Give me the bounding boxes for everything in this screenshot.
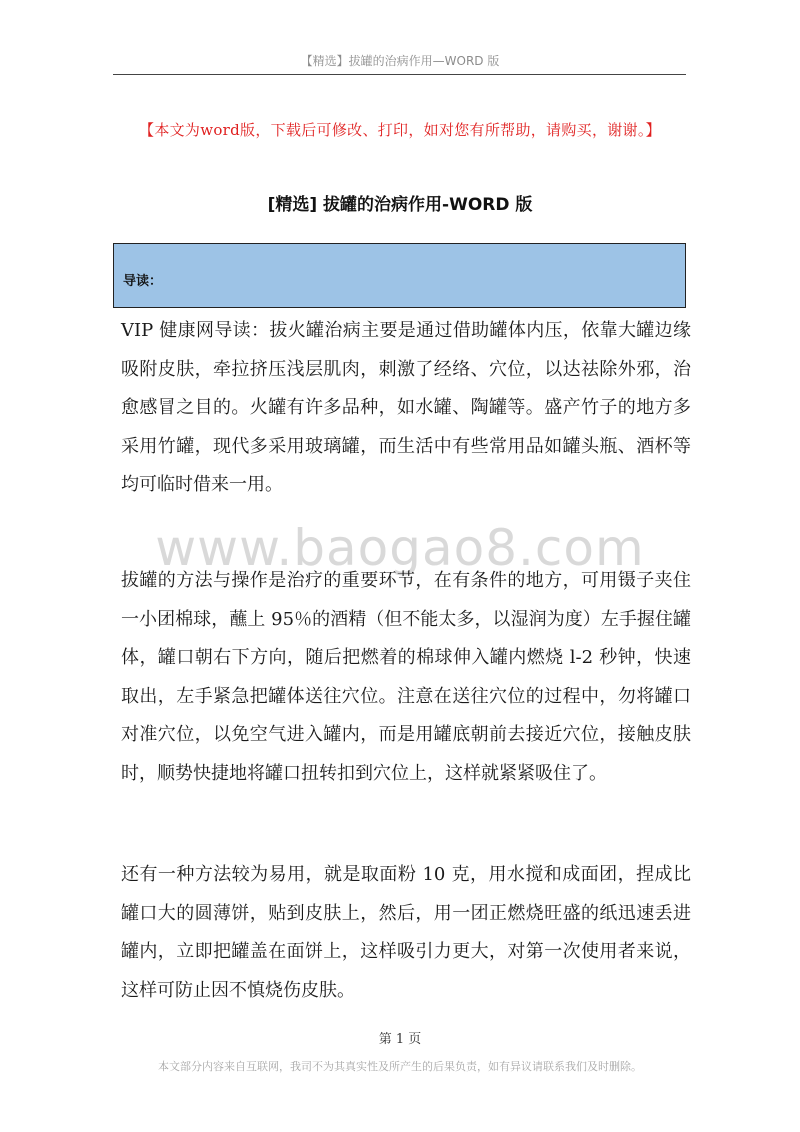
running-header: 【精选】拔罐的治病作用—WORD 版 (300, 54, 500, 68)
header-divider (113, 74, 686, 75)
paragraph-method: 拔罐的方法与操作是治疗的重要环节，在有条件的地方，可用镊子夹住一小团棉球，蘸上 95％的酒精（但不能太多，以湿润为度）左手握住罐体，罐口朝右下方向，随后把燃着的棉球伸入罐内燃烧 l-2 秒钟，快速取出，左手紧急把罐体送往穴位。注意在送往穴位的过程中，勿将罐口对准穴位，以免空气进入罐内，而是用罐底朝前去接近穴位，接触皮肤时，顺势快捷地将罐口扭转扣到穴位上，这样就紧紧吸住了。 (121, 570, 691, 784)
guide-label: 导读： (123, 274, 163, 289)
watermark: www.baogao8.com (155, 519, 645, 577)
paragraph-intro: VIP 健康网导读：拔火罐治病主要是通过借助罐体内压，依靠大罐边缘吸附皮肤，牵拉挤压浅层肌肉，刺激了经络、穴位，以达祛除外邪，治愈感冒之目的。火罐有许多品种，如水罐、陶罐等。盛产竹子的地方多采用竹罐，现代多采用玻璃罐，而生活中有些常用品如罐头瓶、酒杯等均可临时借来一用。 (121, 320, 691, 496)
download-notice: 【本文为word版，下载后可修改、打印，如对您有所帮助，请购买，谢谢。】 (139, 121, 661, 139)
footer-disclaimer: 本文部分内容来自互联网，我司不为其真实性及所产生的后果负责，如有异议请联系我们及时删除。 (158, 1060, 642, 1073)
guide-box (113, 243, 686, 308)
page-number: 第 1 页 (378, 1032, 422, 1047)
document-title: [精选] 拔罐的治病作用-WORD 版 (267, 195, 533, 215)
paragraph-alternative: 还有一种方法较为易用，就是取面粉 10 克，用水搅和成面团，捏成比罐口大的圆薄饼，贴到皮肤上，然后，用一团正燃烧旺盛的纸迅速丢进罐内，立即把罐盖在面饼上，这样吸引力更大，对第一次使用者来说，这样可防止因不慎烧伤皮肤。 (121, 864, 691, 1001)
